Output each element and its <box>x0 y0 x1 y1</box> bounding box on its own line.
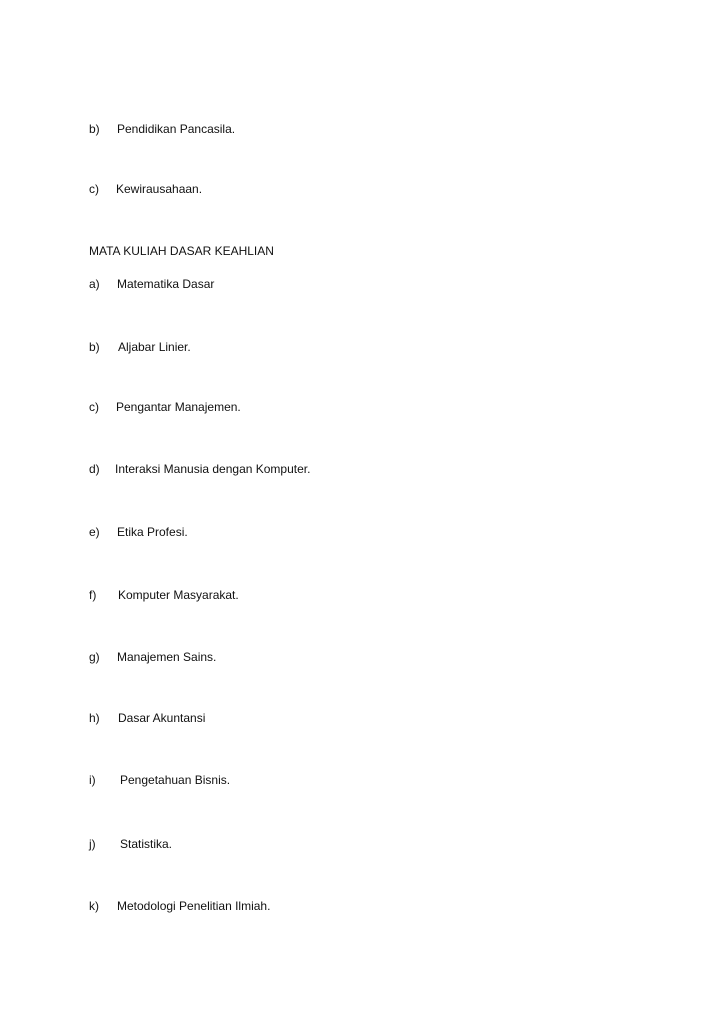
list-marker: b) <box>89 340 100 354</box>
list-item-text: Metodologi Penelitian Ilmiah. <box>117 899 271 913</box>
list-item-text: Dasar Akuntansi <box>118 711 206 725</box>
list-item-text: Statistika. <box>120 837 173 851</box>
list-item-text: Etika Profesi. <box>117 525 188 539</box>
list-item-text: Pengetahuan Bisnis. <box>120 773 231 787</box>
list-item-text: Aljabar Linier. <box>118 340 191 354</box>
list-item-text: Kewirausahaan. <box>116 182 203 196</box>
list-item-text: Manajemen Sains. <box>117 650 217 664</box>
section-heading: MATA KULIAH DASAR KEAHLIAN <box>89 244 274 258</box>
list-marker: i) <box>89 773 96 787</box>
list-marker: b) <box>89 122 100 136</box>
list-marker: c) <box>89 182 99 196</box>
list-marker: a) <box>89 277 100 291</box>
list-marker: c) <box>89 400 99 414</box>
list-item-text: Interaksi Manusia dengan Komputer. <box>115 462 311 476</box>
list-marker: g) <box>89 650 100 664</box>
list-marker: d) <box>89 462 100 476</box>
list-item-text: Komputer Masyarakat. <box>118 588 239 602</box>
list-item-text: Pendidikan Pancasila. <box>117 122 236 136</box>
list-marker: e) <box>89 525 100 539</box>
list-item-text: Pengantar Manajemen. <box>116 400 241 414</box>
list-item-text: Matematika Dasar <box>117 277 215 291</box>
list-marker: h) <box>89 711 100 725</box>
list-marker: j) <box>89 837 96 851</box>
list-marker: k) <box>89 899 99 913</box>
list-marker: f) <box>89 588 97 602</box>
